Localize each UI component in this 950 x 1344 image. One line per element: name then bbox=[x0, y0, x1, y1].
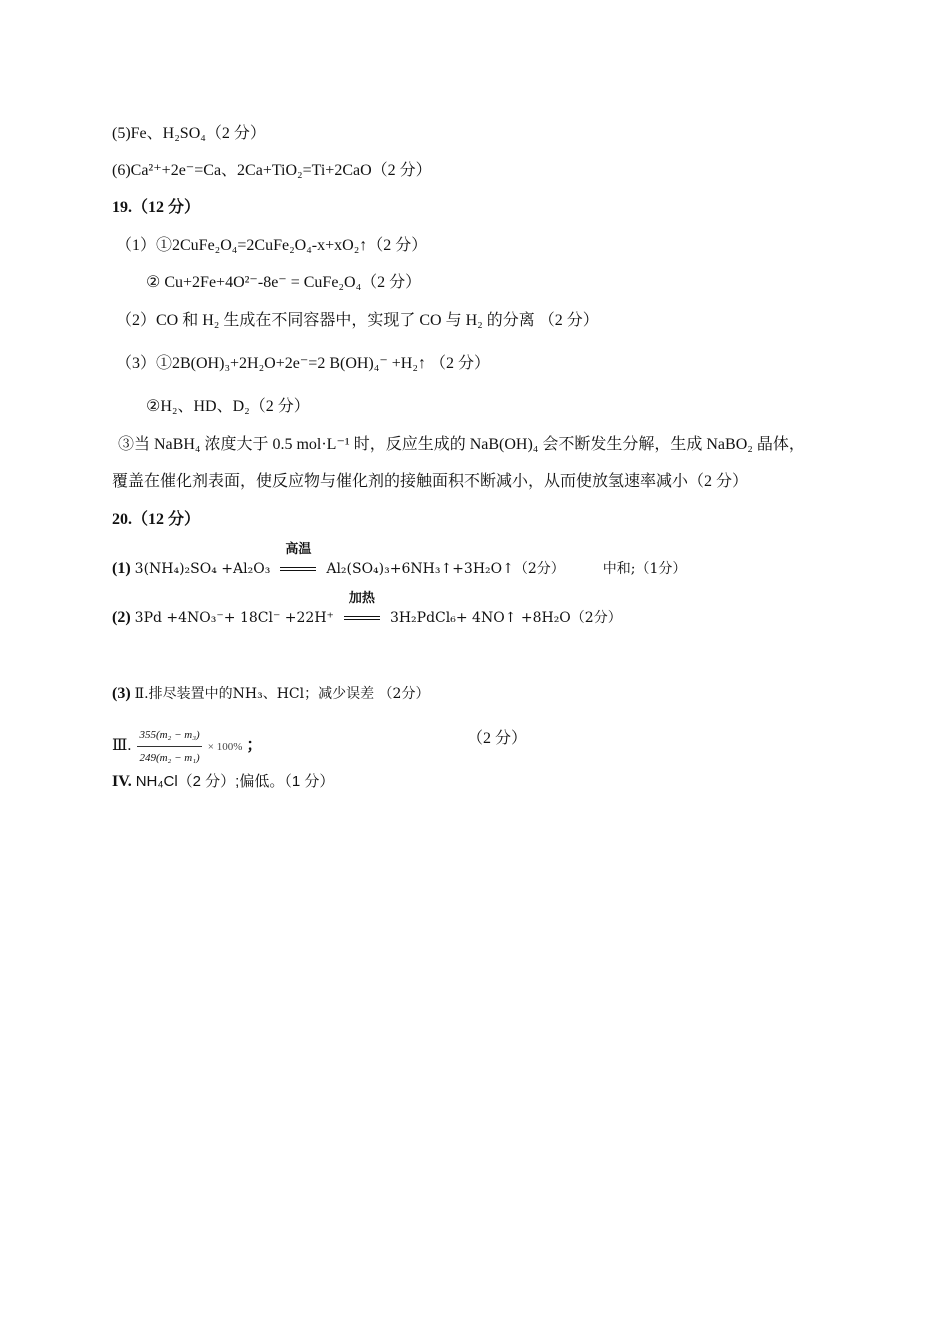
q19-part2: （2）CO 和 H₂ 生成在不同容器中，实现了 CO 与 H₂ 的分离 （2 分） bbox=[116, 312, 599, 329]
equals-sign-icon bbox=[280, 567, 316, 571]
q19-part1-b: ② Cu+2Fe+4O²⁻-8e⁻ = CuFe₂O₄（2 分） bbox=[146, 274, 422, 291]
q20-part2-products: 3H₂PdCl₆+ 4NO↑ +8H₂O（2分） bbox=[389, 610, 622, 626]
line-6: (6)Ca²⁺+2e⁻=Ca、2Ca+TiO₂=Ti+2CaO（2 分） bbox=[112, 162, 432, 179]
fraction-numerator: 355(m₂ − m₃) bbox=[137, 724, 201, 747]
q20-part3-iii-score: （2 分） bbox=[467, 730, 528, 747]
q20-part3-text: Ⅱ.排尽装置中的NH₃、HCl；减少误差 （2分） bbox=[134, 686, 430, 702]
q19-part3-a: （3）①2B(OH)₃+2H₂O+2e⁻=2 B(OH)₄⁻ +H₂↑ （2 分） bbox=[116, 355, 490, 372]
q20-part2-condition-arrow bbox=[342, 590, 382, 629]
q19-part3-b: ②H₂、HD、D₂（2 分） bbox=[146, 398, 310, 415]
q20-part4 bbox=[112, 771, 334, 793]
q20-part4-text: NH₄Cl（2 分）;偏低。（1 分） bbox=[135, 773, 335, 790]
q20-part4-label: IV. bbox=[112, 773, 132, 790]
q20-part2-reactants: 3Pd +4NO₃⁻+ 18Cl⁻ +22H⁺ bbox=[134, 610, 334, 626]
q20-part1-products: Al₂(SO₄)₃+6NH₃↑+3H₂O↑（2分） bbox=[326, 561, 565, 577]
fraction-denominator: 249(m₂ − m₁) bbox=[139, 752, 200, 764]
equals-sign-icon bbox=[344, 616, 380, 620]
q20-part2-label: (2) bbox=[112, 609, 131, 626]
q20-part3-iii bbox=[112, 724, 528, 769]
q20-part1-label: (1) bbox=[112, 560, 131, 577]
q20-part2 bbox=[112, 590, 622, 629]
q20-part1-tail: 中和;（1分） bbox=[602, 561, 687, 577]
q20-part3-iii-label: Ⅲ. bbox=[112, 737, 132, 755]
q20-part1 bbox=[112, 541, 687, 580]
q20-part3 bbox=[112, 683, 429, 705]
q19-part1-a: （1）①2CuFe₂O₄=2CuFe₂O₄-x+xO₂↑（2 分） bbox=[116, 237, 428, 254]
q20-part3-label: (3) bbox=[112, 685, 131, 702]
q20-part1-condition: 高温 bbox=[285, 541, 312, 556]
q19-part3-c-line1: ③当 NaBH₄ 浓度大于 0.5 mol·L⁻¹ 时，反应生成的 NaB(OH)₄ 会不断发生分解，生成 NaBO₂ 晶体， bbox=[118, 436, 805, 453]
yield-fraction bbox=[137, 724, 201, 769]
fraction-multiplier: × 100% bbox=[207, 741, 243, 754]
semicolon: ； bbox=[246, 737, 263, 755]
line-5: (5)Fe、H₂SO₄（2 分） bbox=[112, 125, 266, 142]
question-19-heading: 19.（12 分） bbox=[112, 199, 201, 216]
q19-part3-c-line2: 覆盖在催化剂表面，使反应物与催化剂的接触面积不断减小，从而使放氢速率减小（2 分） bbox=[112, 473, 749, 490]
q20-part1-condition-arrow bbox=[278, 541, 318, 580]
question-20-heading: 20.（12 分） bbox=[112, 511, 201, 528]
q20-part1-reactants: 3(NH₄)₂SO₄ +Al₂O₃ bbox=[134, 561, 271, 577]
q20-part2-condition: 加热 bbox=[348, 590, 375, 605]
